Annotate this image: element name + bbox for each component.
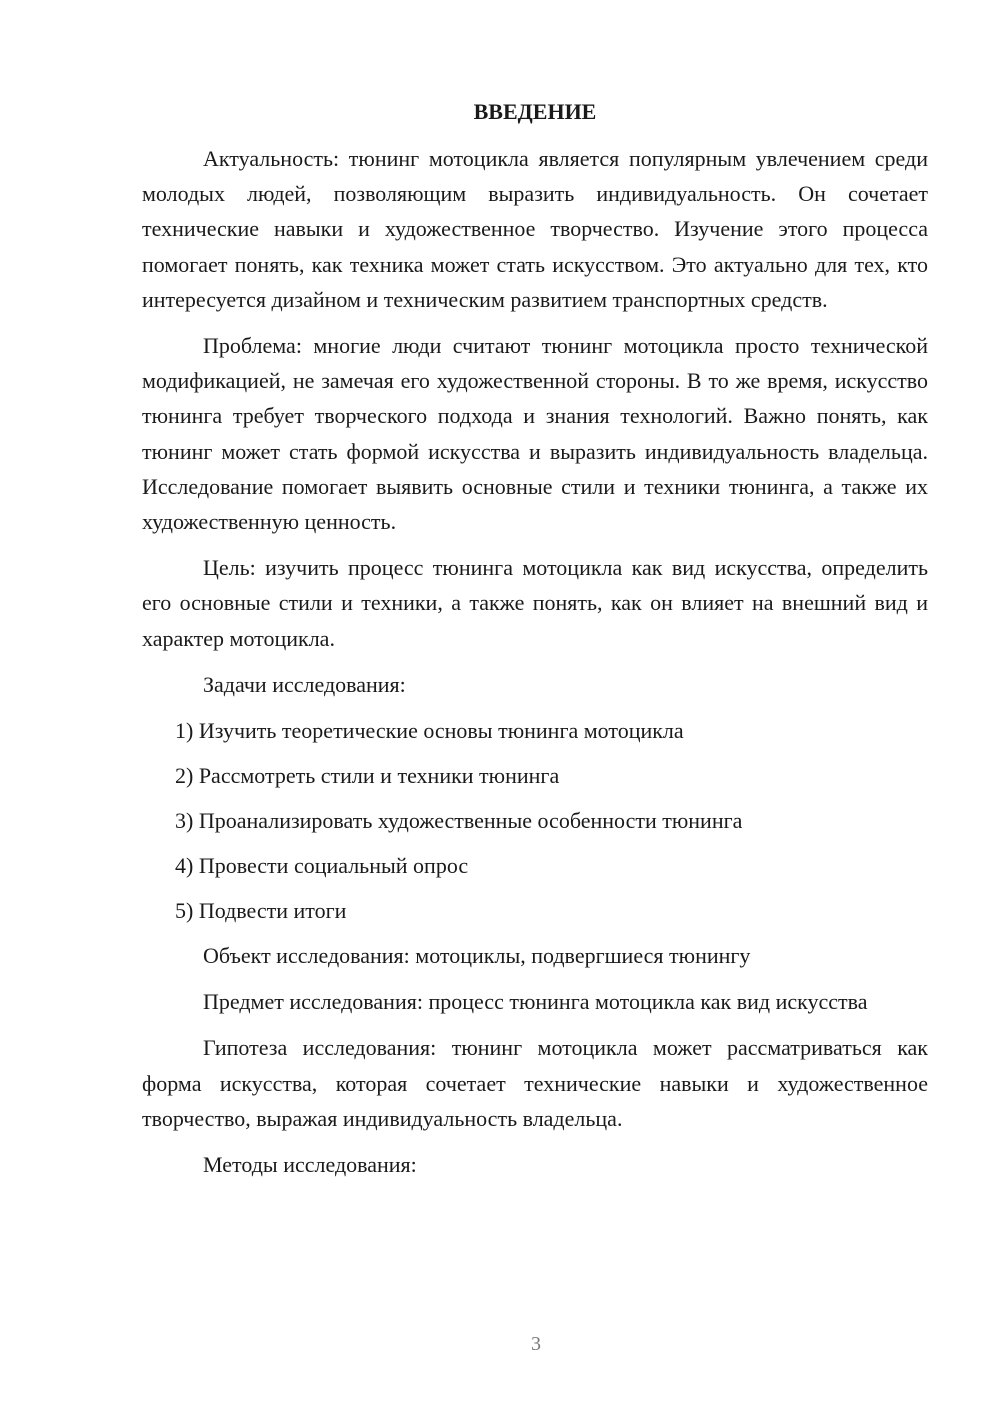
paragraph-hypothesis: Гипотеза исследования: тюнинг мотоцикла может рассматриваться как форма искусства, которая сочетает технические навыки и художественное творчество, выражая индивидуальность владельца. [142, 1035, 928, 1131]
list-item: 5) Подвести итоги [175, 898, 347, 924]
paragraph-tasks-heading: Задачи исследования: [203, 671, 406, 697]
paragraph-goal: Цель: изучить процесс тюнинга мотоцикла как вид искусства, определить его основные стили и техники, а также понять, как он влияет на внешний вид и характер мотоцикла. [142, 555, 928, 651]
list-item: 3) Проанализировать художественные особенности тюнинга [175, 808, 743, 834]
list-item: 1) Изучить теоретические основы тюнинга мотоцикла [175, 718, 684, 744]
paragraph-relevance: Актуальность: тюнинг мотоцикла является популярным увлечением среди молодых людей, позволяющим выразить индивидуальность. Он сочетает технические навыки и художественное творчество. Изучение этого процесса помогает понять, как техника может стать искусством. Это актуально для тех, кто интересуется дизайном и техническим развитием транспортных средств. [142, 146, 928, 312]
tasks-list [142, 713, 928, 928]
paragraph-problem: Проблема: многие люди считают тюнинг мотоцикла просто технической модификацией, не замечая его художественной стороны. В то же время, искусство тюнинга требует творческого подхода и знания технологий. Важно понять, как тюнинг может стать формой искусства и выразить индивидуальность владельца. Исследование помогает выявить основные стили и техники тюнинга, а также их художественную ценность. [142, 333, 928, 535]
section-heading: ВВЕДЕНИЕ [473, 99, 597, 124]
paragraph-methods: Методы исследования: [203, 1152, 417, 1178]
paragraph-object: Объект исследования: мотоциклы, подвергшиеся тюнингу [203, 943, 751, 969]
list-item: 4) Провести социальный опрос [175, 853, 469, 879]
paragraph-subject: Предмет исследования: процесс тюнинга мотоцикла как вид искусства [203, 989, 868, 1015]
list-item: 2) Рассмотреть стили и техники тюнинга [175, 763, 560, 789]
document-page [142, 94, 928, 1193]
page-number: 3 [531, 1333, 541, 1355]
